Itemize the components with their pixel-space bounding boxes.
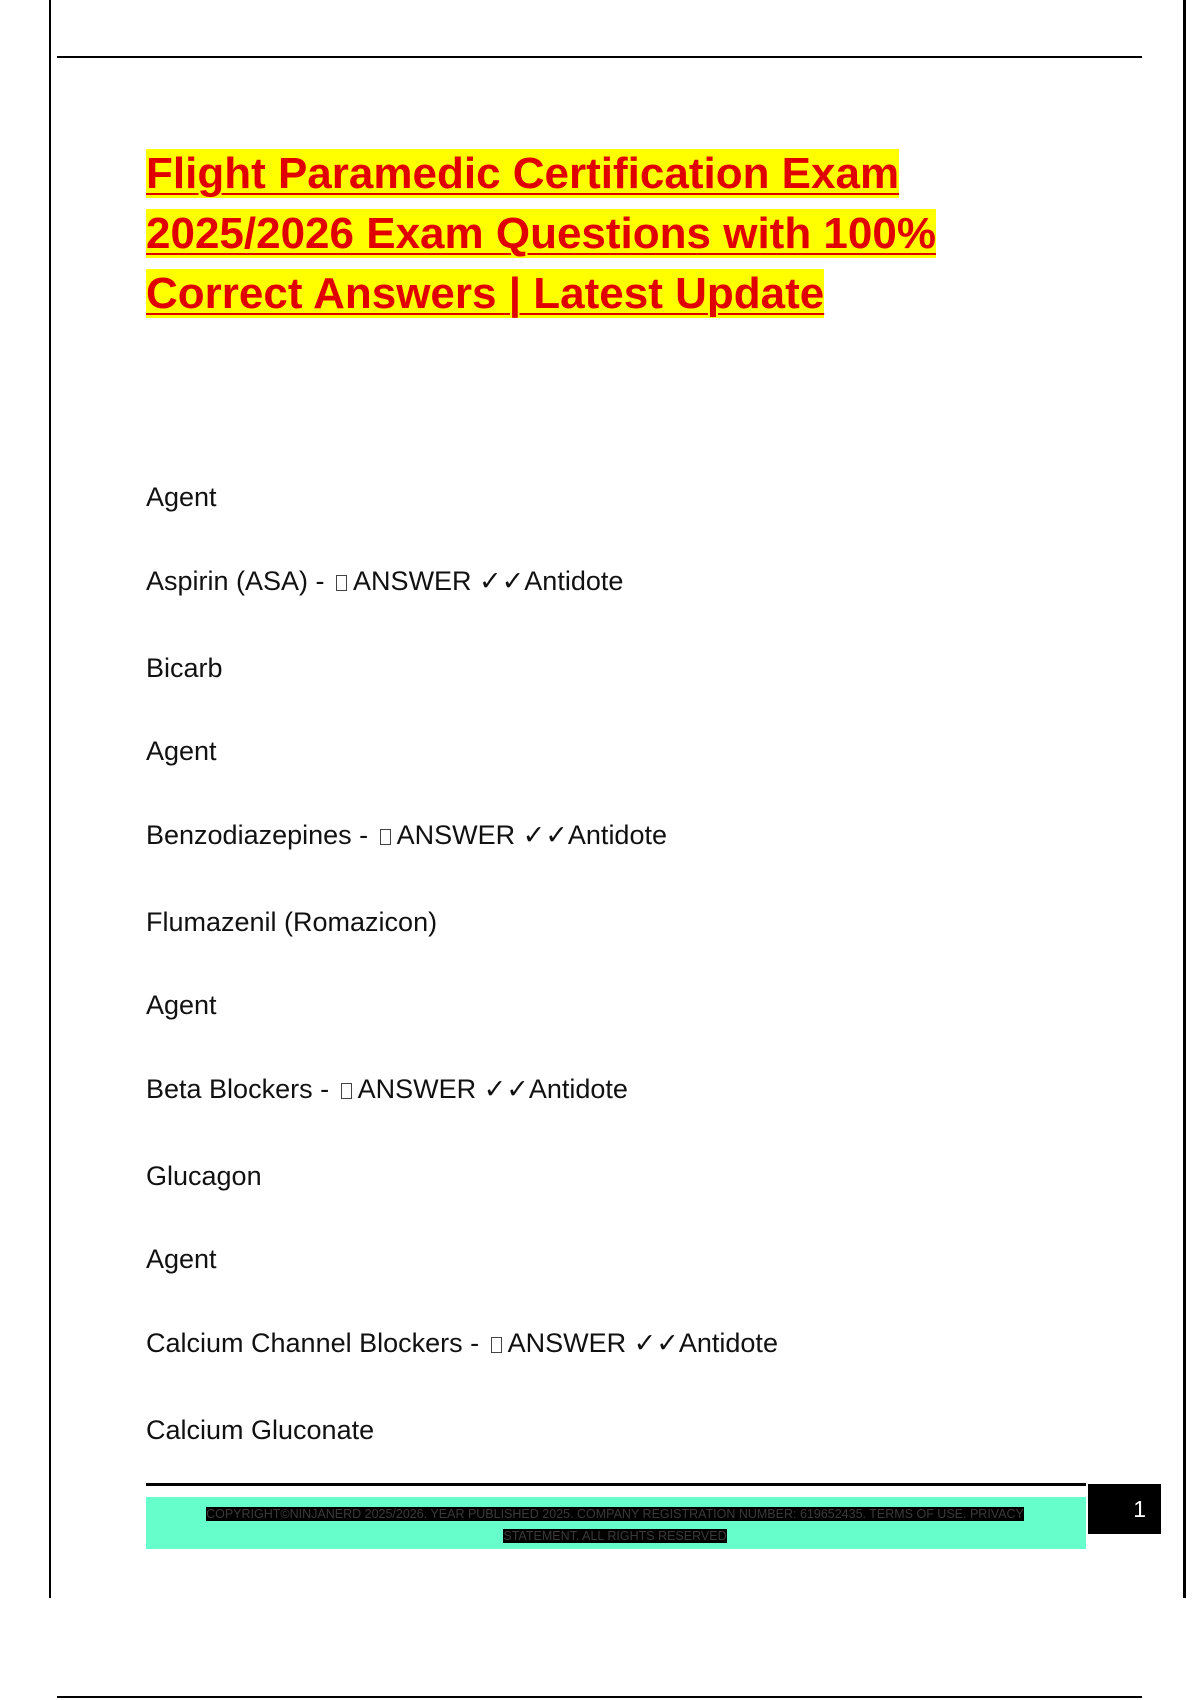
question-text: Calcium Channel Blockers - [146,1328,487,1358]
title-line-2: 2025/2026 Exam Questions with 100% [146,209,936,258]
missing-glyph-icon [341,1083,352,1099]
question-text: Beta Blockers - [146,1074,337,1104]
question-item [146,1073,628,1105]
document-title [146,144,1046,324]
bottom-rule [57,1696,1142,1698]
copyright-notice [170,1503,1060,1547]
question-item [146,819,667,851]
page-border-left [49,0,51,1598]
list-item [146,481,217,513]
copyright-line-1: COPYRIGHT©NINJANERD 2025/2026. YEAR PUBLISHED 2025. COMPANY REGISTRATION NUMBER: 619652435. TERMS OF USE. PRIVACY [206,1507,1024,1521]
entry-text: Agent [146,1244,217,1274]
top-rule [57,56,1142,58]
list-item [146,652,223,684]
page-number: 1 [1088,1484,1161,1534]
footer-rule [146,1483,1086,1486]
answer-label: ANSWER ✓✓Antidote [357,1074,628,1104]
entry-text: Bicarb [146,653,223,683]
question-text: Aspirin (ASA) - [146,566,333,596]
entry-text: Agent [146,990,217,1020]
list-item [146,735,217,767]
question-item [146,1327,778,1359]
entry-text: Calcium Gluconate [146,1415,375,1445]
missing-glyph-icon [491,1337,502,1353]
missing-glyph-icon [336,575,347,591]
answer-label: ANSWER ✓✓Antidote [353,566,624,596]
missing-glyph-icon [380,829,391,845]
list-item [146,1243,217,1275]
entry-text: Agent [146,482,217,512]
title-line-3: Correct Answers | Latest Update [146,269,825,318]
answer-label: ANSWER ✓✓Antidote [507,1328,778,1358]
list-item [146,906,437,938]
entry-text: Flumazenil (Romazicon) [146,907,438,937]
question-text: Benzodiazepines - [146,820,376,850]
page-border-right [1183,0,1186,1598]
answer-label: ANSWER ✓✓Antidote [396,820,667,850]
title-line-1: Flight Paramedic Certification Exam [146,149,900,198]
copyright-line-2: STATEMENT. ALL RIGHTS RESERVED [503,1529,727,1543]
list-item [146,1160,262,1192]
entry-text: Glucagon [146,1161,262,1191]
question-item [146,565,623,597]
entry-text: Agent [146,736,217,766]
list-item [146,989,217,1021]
list-item [146,1414,374,1446]
